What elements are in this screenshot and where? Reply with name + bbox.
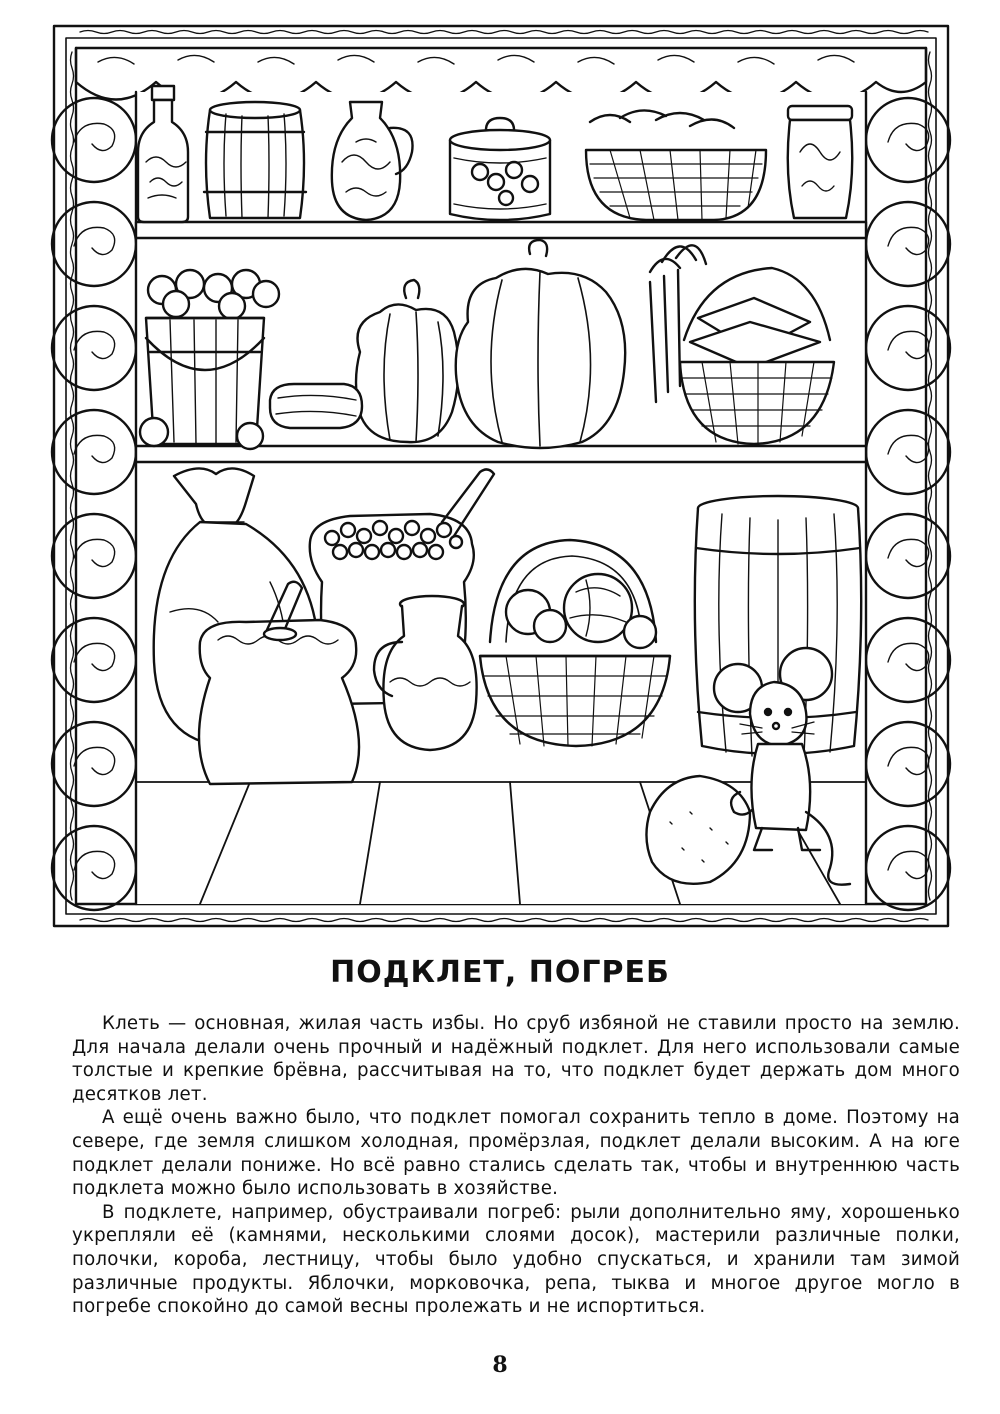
shelf-upper — [136, 222, 866, 238]
paragraph: В подклете, например, обустраивали погреб: рыли дополнительно яму, хорошенько укрепляли её (камнями, несколькими слоями досок), мастерили различные полки, полочки, короба, лестницу, чтобы было удобно спускаться, и хранили там зимой различные продукты. Яблочки, морковочка, репа, тыква и многое другое могло в погребе спокойно до самой весны пролежать и не испортиться. — [72, 1201, 960, 1318]
log-wall-right — [866, 98, 950, 910]
page-number: 8 — [492, 1352, 508, 1378]
cellar-illustration — [50, 22, 952, 930]
page-title: ПОДКЛЕТ, ПОГРЕБ — [330, 955, 670, 990]
apple-bucket — [140, 270, 279, 449]
paragraph: Клеть — основная, жилая часть избы. Но сруб избяной не ставили просто на землю. Для начала делали очень прочный и надёжный подклет. Для него использовали самые толстые и крепкие брёвна, рассчитывая на то, что подклет будет держать дом много десятков лет. — [72, 1013, 960, 1105]
bread-loaf — [270, 384, 362, 428]
log-wall-left — [52, 98, 136, 910]
body-text — [72, 1012, 960, 1319]
small-barrel — [204, 102, 306, 218]
log-wall-top — [76, 48, 926, 100]
painted-tin — [450, 118, 550, 220]
jar — [788, 106, 853, 218]
paragraph: А ещё очень важно было, что подклет помогал сохранить тепло в доме. Поэтому на севере, где земля слишком холодная, промёрзлая, подклет делали высоким. А на юге подклет делали пониже. Но всё равно стались сделать так, чтобы и внутреннюю часть подклета можно было использовать в хозяйстве. — [72, 1107, 960, 1200]
